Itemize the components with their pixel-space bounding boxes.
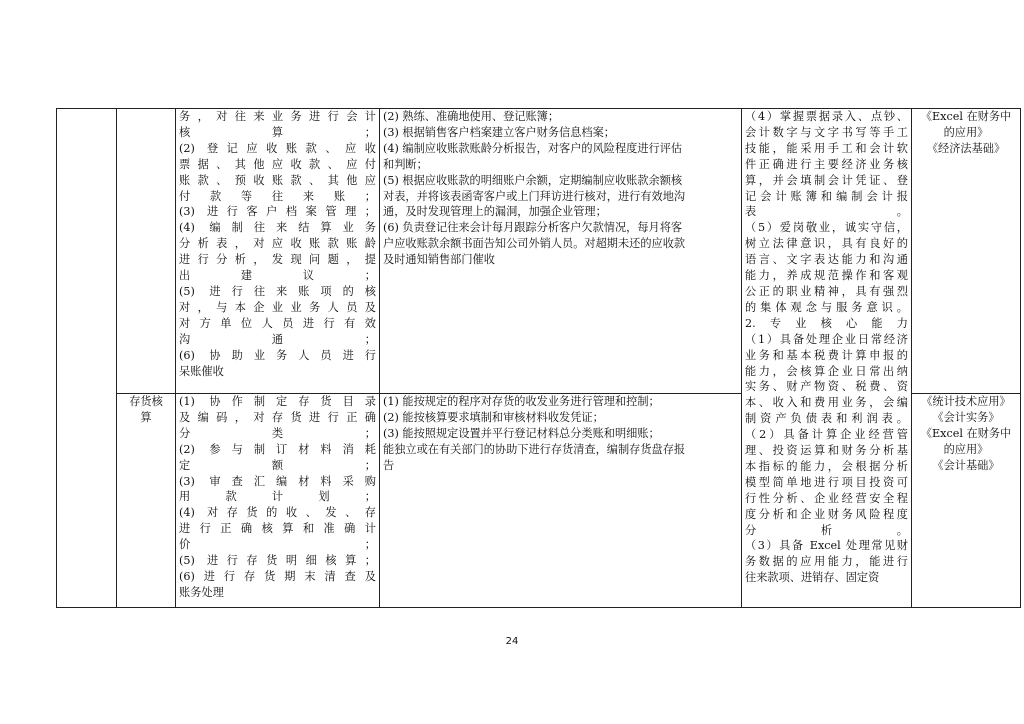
text-line: (6)进行存货期末清查及	[179, 569, 376, 583]
text-line: 用款计划；	[179, 490, 376, 504]
text-line: 对表，并将该表函寄客户或上门拜访进行核对，进行有效地沟	[383, 189, 686, 203]
abilities-cell	[742, 109, 912, 608]
text-line: 记会计账簿和编制会计报	[745, 189, 908, 203]
text-line: 分类；	[179, 426, 376, 440]
text-line: 《统计技术应用》	[921, 395, 1011, 408]
text-line: 告	[383, 458, 395, 472]
text-line: 的集体观念与服务意识。	[745, 300, 908, 314]
text-line: 业务和基本税费计算申报的	[745, 348, 908, 362]
text-line: 公正的职业精神，具有强烈	[745, 284, 908, 298]
text-line: 呆账催收	[179, 364, 224, 378]
text-line: 务，对往来业务进行会计	[179, 110, 376, 123]
text-line: 能独立或在有关部门的协助下进行存货清查，编制存货盘存报	[383, 442, 686, 456]
text-line: 通，及时发现管理上的漏洞，加强企业管理；	[383, 205, 607, 219]
text-line: 模型简单地进行项目投资可	[745, 475, 908, 489]
courses-cell	[912, 109, 1021, 394]
text-line: 票据、其他应收款、应付	[179, 157, 376, 171]
text-line: (6) 负责登记往来会计每月跟踪分析客户欠款情况，每月将客	[383, 221, 683, 235]
text-line: (2) 能按核算要求填制和审核材料收发凭证；	[383, 410, 604, 424]
text-line: 对方单位人员进行有效	[179, 316, 376, 330]
text-line: 算，并会填制会计凭证、登	[745, 173, 908, 187]
text-line: 能力，会核算企业日常出纳	[745, 364, 908, 378]
text-line: 技能，能采用手工和会计软	[745, 141, 908, 155]
text-line: 度分析和企业财务风险程度	[745, 507, 908, 521]
text-line: 理、投资运算和财务分析基	[745, 444, 908, 458]
text-line: 实务、财产物资、税费、资	[745, 380, 908, 394]
text-line: 语言、文字表达能力和沟通	[745, 253, 908, 267]
task-cell	[176, 109, 380, 394]
text-line: (1) 协作制定存货目录	[179, 395, 376, 408]
text-line: 能力，养成规范操作和客观	[745, 269, 908, 283]
text-line: 本、收入和费用业务，会编	[745, 396, 908, 410]
text-line: 的应用》	[943, 442, 989, 456]
courses-cell	[912, 394, 1021, 608]
text-line: 算	[140, 410, 152, 424]
text-line: 行性分析、企业经营安全程	[745, 491, 908, 505]
text-line: 的应用》	[943, 125, 989, 139]
text-line: 存货核	[129, 395, 163, 408]
text-line: (4) 编制应收账款账龄分析报告，对客户的风险程度进行评估	[383, 141, 683, 155]
text-line: 及时通知销售部门催收	[383, 253, 495, 267]
text-line: 核算；	[179, 125, 376, 139]
text-line: 进行正确核算和准确计	[179, 522, 376, 536]
text-line: (2) 登记应收账款、应收	[179, 141, 376, 155]
text-line: 进行分析，发现问题，提	[179, 253, 376, 267]
text-line: (2) 参与制订材料消耗	[179, 442, 376, 456]
text-line: （2）具备计算企业经营管	[745, 428, 908, 442]
text-line: (5) 根据应收账款的明细账户余额，定期编制应收账款余额核	[383, 173, 683, 187]
text-line: 账款、预收账款、其他应	[179, 173, 376, 187]
text-line: 《会计实务》	[932, 410, 1000, 424]
subcategory-cell	[117, 109, 176, 394]
text-line: 2.专业核心能力	[745, 316, 908, 330]
requirements-cell	[380, 109, 742, 394]
text-line: 及编码，对存货进行正确	[179, 410, 376, 424]
text-line: 定额；	[179, 458, 376, 472]
text-line: 本指标的能力，会根据分析	[745, 459, 908, 473]
text-line: (2) 熟练、准确地使用、登记账簿；	[383, 110, 560, 123]
text-line: 分析表，对应收账款账龄	[179, 237, 376, 251]
page-number: 24	[505, 636, 519, 647]
text-line: （5）爱岗敬业，诚实守信，	[745, 221, 908, 235]
text-line: 会计数字与文字书写等手工	[745, 125, 908, 139]
text-line: 《Excel 在财务中	[920, 426, 1012, 440]
text-line: 对，与本企业业务人员及	[179, 300, 376, 314]
text-line: 往来款项、进销存、固定资	[745, 571, 880, 585]
text-line: (4) 编制往来结算业务	[179, 221, 376, 235]
text-line: 《会计基础》	[932, 458, 1000, 472]
text-line: 账务处理	[179, 585, 224, 599]
text-line: 制资产负债表和利润表。	[745, 412, 908, 426]
text-line: 户应收账款余额书面告知公司外销人员。对超期未还的应收款	[383, 237, 686, 251]
text-line: （1）具备处理企业日常经济	[745, 332, 908, 346]
text-line: 件正确进行主要经济业务核	[745, 157, 908, 171]
text-line: 树立法律意识，具有良好的	[745, 237, 908, 251]
text-line: 务数据的应用能力，能进行	[745, 555, 908, 569]
text-line: (3) 进行客户档案管理；	[179, 205, 376, 219]
text-line: (5) 进行存货明细核算；	[179, 554, 376, 568]
table-row	[57, 109, 1021, 394]
text-line: 和判断；	[383, 157, 428, 171]
text-line: 分析。	[745, 523, 908, 537]
task-cell	[176, 394, 380, 608]
requirements-cell	[380, 394, 742, 608]
text-line: 《Excel 在财务中	[920, 110, 1012, 123]
text-line: (6) 协助业务人员进行	[179, 348, 376, 362]
subcategory-cell	[117, 394, 176, 608]
text-line: 沟通；	[179, 332, 376, 346]
text-line: 价；	[179, 538, 376, 552]
text-line: 付款等往来账；	[179, 189, 376, 203]
text-line: (3) 根据销售客户档案建立客户财务信息档案；	[383, 125, 615, 139]
text-line: （4）掌握票据录入、点钞、	[745, 110, 908, 123]
text-line: (4) 对存货的收、发、存	[179, 506, 376, 520]
text-line: 表。	[745, 205, 908, 219]
text-line: (3) 能按照规定设置并平行登记材料总分类账和明细账；	[383, 426, 660, 440]
text-line: (3) 审查汇编材料采购	[179, 474, 376, 488]
text-line: (1) 能按规定的程序对存货的收发业务进行管理和控制；	[383, 395, 660, 408]
curriculum-table	[56, 108, 1021, 608]
text-line: 《经济法基础》	[926, 141, 1006, 155]
text-line: 出建议；	[179, 269, 376, 283]
category-cell	[57, 109, 117, 608]
text-line: （3）具备 Excel 处理常见财	[745, 539, 908, 553]
text-line: (5) 进行往来账项的核	[179, 284, 376, 298]
